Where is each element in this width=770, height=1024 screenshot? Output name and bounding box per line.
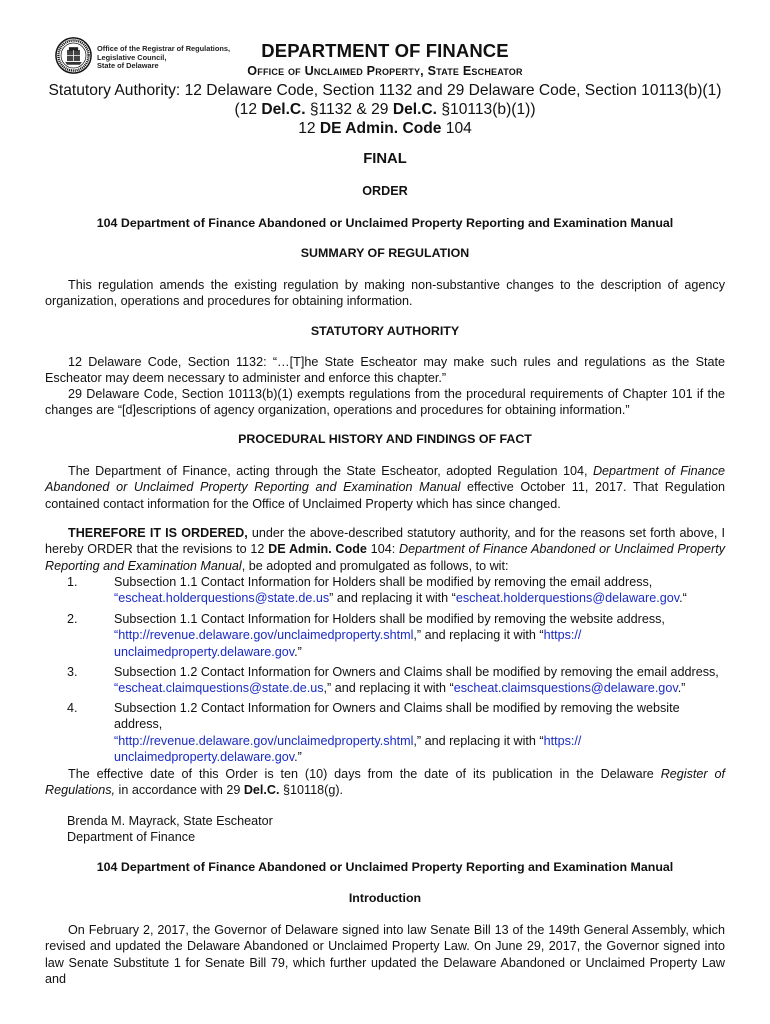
office-title: Office of Unclaimed Property, State Escheator xyxy=(247,64,523,78)
list-item xyxy=(114,700,726,766)
new-website-link[interactable]: https:// xyxy=(543,628,582,643)
citation-text: §10113(b)(1)) xyxy=(437,101,536,118)
statutory-paragraph-2 xyxy=(45,386,725,419)
list-item-replacement-cont xyxy=(114,644,726,660)
list-item-number: 3. xyxy=(67,665,78,679)
summary-heading: SUMMARY OF REGULATION xyxy=(300,246,470,260)
closing-quote: .“ xyxy=(679,591,687,606)
effective-text: §10118(g). xyxy=(279,783,344,798)
closing-quote: .” xyxy=(294,644,302,659)
citation-text: §1132 & 29 xyxy=(305,101,393,118)
statutory-text-2: 29 Delaware Code, Section 10113(b)(1) exempts regulations from the procedural requirements of Chapter 101 if the changes are “[d]escriptions of agency organization, operations and procedures for obtaining information.” xyxy=(45,387,725,418)
list-item xyxy=(114,664,726,697)
code-text: 104 xyxy=(441,120,472,137)
order-lead-bold: THEREFORE IT IS ORDERED, xyxy=(68,526,248,540)
old-email-link[interactable]: escheat.holderquestions@state.de.us xyxy=(118,591,330,606)
admin-code-line xyxy=(0,119,770,138)
register-italic: Register of Regulations, xyxy=(45,767,725,798)
replacement-text: ,” and replacing it with “ xyxy=(413,628,544,643)
list-item-text: Subsection 1.1 Contact Information for Holders shall be modified by removing the email address, xyxy=(114,575,653,589)
old-email-link[interactable]: escheat.claimquestions@state.de.us xyxy=(118,681,324,696)
list-item-text: Subsection 1.1 Contact Information for Holders shall be modified by removing the website address, xyxy=(114,612,665,626)
order-paragraph xyxy=(45,525,725,574)
statutory-text-1: 12 Delaware Code, Section 1132: “…[T]he State Escheator may make such rules and regulations as the State Escheator may deem necessary to administer and enforce this chapter.” xyxy=(45,355,725,386)
list-item-number: 1. xyxy=(67,575,78,589)
new-email-link[interactable]: escheat.holderquestions@delaware.gov xyxy=(455,591,680,606)
order-text: 104: xyxy=(366,542,399,557)
effective-text: in accordance with 29 xyxy=(115,783,244,798)
replacement-text: ,” and replacing it with “ xyxy=(413,733,544,748)
department-title: DEPARTMENT OF FINANCE xyxy=(261,40,509,61)
statutory-citation-line xyxy=(0,100,770,119)
new-email-link[interactable]: escheat.claimsquestions@delaware.gov xyxy=(453,681,678,696)
effective-date-paragraph xyxy=(45,766,725,799)
replacement-text: ,” and replacing it with “ xyxy=(323,681,454,696)
list-item-text: Subsection 1.2 Contact Information for Owners and Claims shall be modified by removing the website address, xyxy=(114,701,680,732)
summary-text: This regulation amends the existing regulation by making non-substantive changes to the description of agency organization, operations and procedures for obtaining information. xyxy=(45,278,725,309)
procedural-text: The Department of Finance, acting through the State Escheator, adopted Regulation 104, xyxy=(68,464,593,478)
procedural-history-heading: PROCEDURAL HISTORY AND FINDINGS OF FACT xyxy=(238,432,532,446)
order-heading: ORDER xyxy=(362,184,408,198)
list-item-replacement xyxy=(114,627,726,643)
quote: “ xyxy=(114,628,119,643)
quote: “ xyxy=(114,681,119,696)
list-item xyxy=(114,611,726,660)
old-website-link[interactable]: http://revenue.delaware.gov/unclaimedproperty.shtml xyxy=(118,733,414,748)
registrar-line: State of Delaware xyxy=(97,61,159,71)
quote: “ xyxy=(114,591,119,606)
regulation-title-heading: 104 Department of Finance Abandoned or Unclaimed Property Reporting and Examination Manual xyxy=(96,216,674,230)
manual-title-italic: Department of Finance Abandoned or Unclaimed Property Reporting and Examination Manual xyxy=(45,464,725,495)
statutory-authority-line: Statutory Authority: 12 Delaware Code, Section 1132 and 29 Delaware Code, Section 10113(b)(1) xyxy=(48,82,722,99)
statutory-authority-heading: STATUTORY AUTHORITY xyxy=(310,324,460,338)
list-item xyxy=(114,574,726,607)
code-text: 12 xyxy=(298,120,320,137)
procedural-text: effective October 11, 2017. That Regulation contained contact information for the Office of Unclaimed Property which has since changed. xyxy=(45,480,725,511)
summary-paragraph xyxy=(45,277,725,310)
closing-quote: .” xyxy=(677,681,686,696)
order-text: under the above-described statutory authority, and for the reasons set forth above, I hereby ORDER that the revisions to 12 xyxy=(45,526,725,557)
introduction-heading: Introduction xyxy=(348,891,422,905)
introduction-paragraph xyxy=(45,922,725,988)
list-item-replacement xyxy=(114,590,726,606)
signatory-name: Brenda M. Mayrack, State Escheator xyxy=(67,814,273,828)
effective-text: The effective date of this Order is ten (10) days from the date of its publication in the Delaware xyxy=(68,767,661,781)
list-item-replacement xyxy=(114,733,726,749)
citation-bold: Del.C. xyxy=(261,101,306,118)
manual-title-heading: 104 Department of Finance Abandoned or Unclaimed Property Reporting and Examination Manual xyxy=(96,860,674,874)
replacement-text: ” and replacing it with “ xyxy=(329,591,456,606)
citation-bold: Del.C. xyxy=(392,101,438,118)
new-website-link[interactable]: https:// xyxy=(543,733,582,748)
quote: “ xyxy=(114,733,119,748)
list-item-replacement-cont xyxy=(114,749,726,765)
order-text: , be adopted and promulgated as follows, to wit: xyxy=(241,558,509,573)
closing-quote: .” xyxy=(294,750,302,765)
delc-bold: Del.C. xyxy=(243,783,280,798)
final-heading: FINAL xyxy=(363,151,407,167)
new-website-link-cont[interactable]: unclaimedproperty.delaware.gov xyxy=(114,644,295,659)
new-website-link-cont[interactable]: unclaimedproperty.delaware.gov xyxy=(114,750,295,765)
introduction-text: On February 2, 2017, the Governor of Delaware signed into law Senate Bill 13 of the 149th General Assembly, which revised and updated the Delaware Abandoned or Unclaimed Property Law. On June 29, 2017, the Governor signed into law Senate Substitute 1 for Senate Bill 79, which further updated the Delaware Abandoned or Unclaimed Property Law and xyxy=(45,923,725,987)
registrar-line: Legislative Council, xyxy=(97,52,167,62)
registrar-line: Office of the Registrar of Regulations, xyxy=(97,44,231,53)
order-manual-italic: Department of Finance Abandoned or Unclaimed Property Reporting and Examination Manual xyxy=(45,542,726,573)
order-code-bold: DE Admin. Code xyxy=(268,542,367,557)
list-item-number: 2. xyxy=(67,612,78,626)
list-item-number: 4. xyxy=(67,701,78,715)
signature-block xyxy=(67,813,273,846)
old-website-link[interactable]: http://revenue.delaware.gov/unclaimedproperty.shtml xyxy=(118,628,414,643)
list-item-text: Subsection 1.2 Contact Information for Owners and Claims shall be modified by removing the email address, xyxy=(114,665,719,679)
procedural-paragraph xyxy=(45,463,725,512)
list-item-replacement xyxy=(114,680,726,696)
citation-text: (12 xyxy=(234,101,262,118)
statutory-paragraph-1 xyxy=(45,354,725,387)
code-bold: DE Admin. Code xyxy=(319,120,442,137)
signatory-department: Department of Finance xyxy=(67,830,196,845)
